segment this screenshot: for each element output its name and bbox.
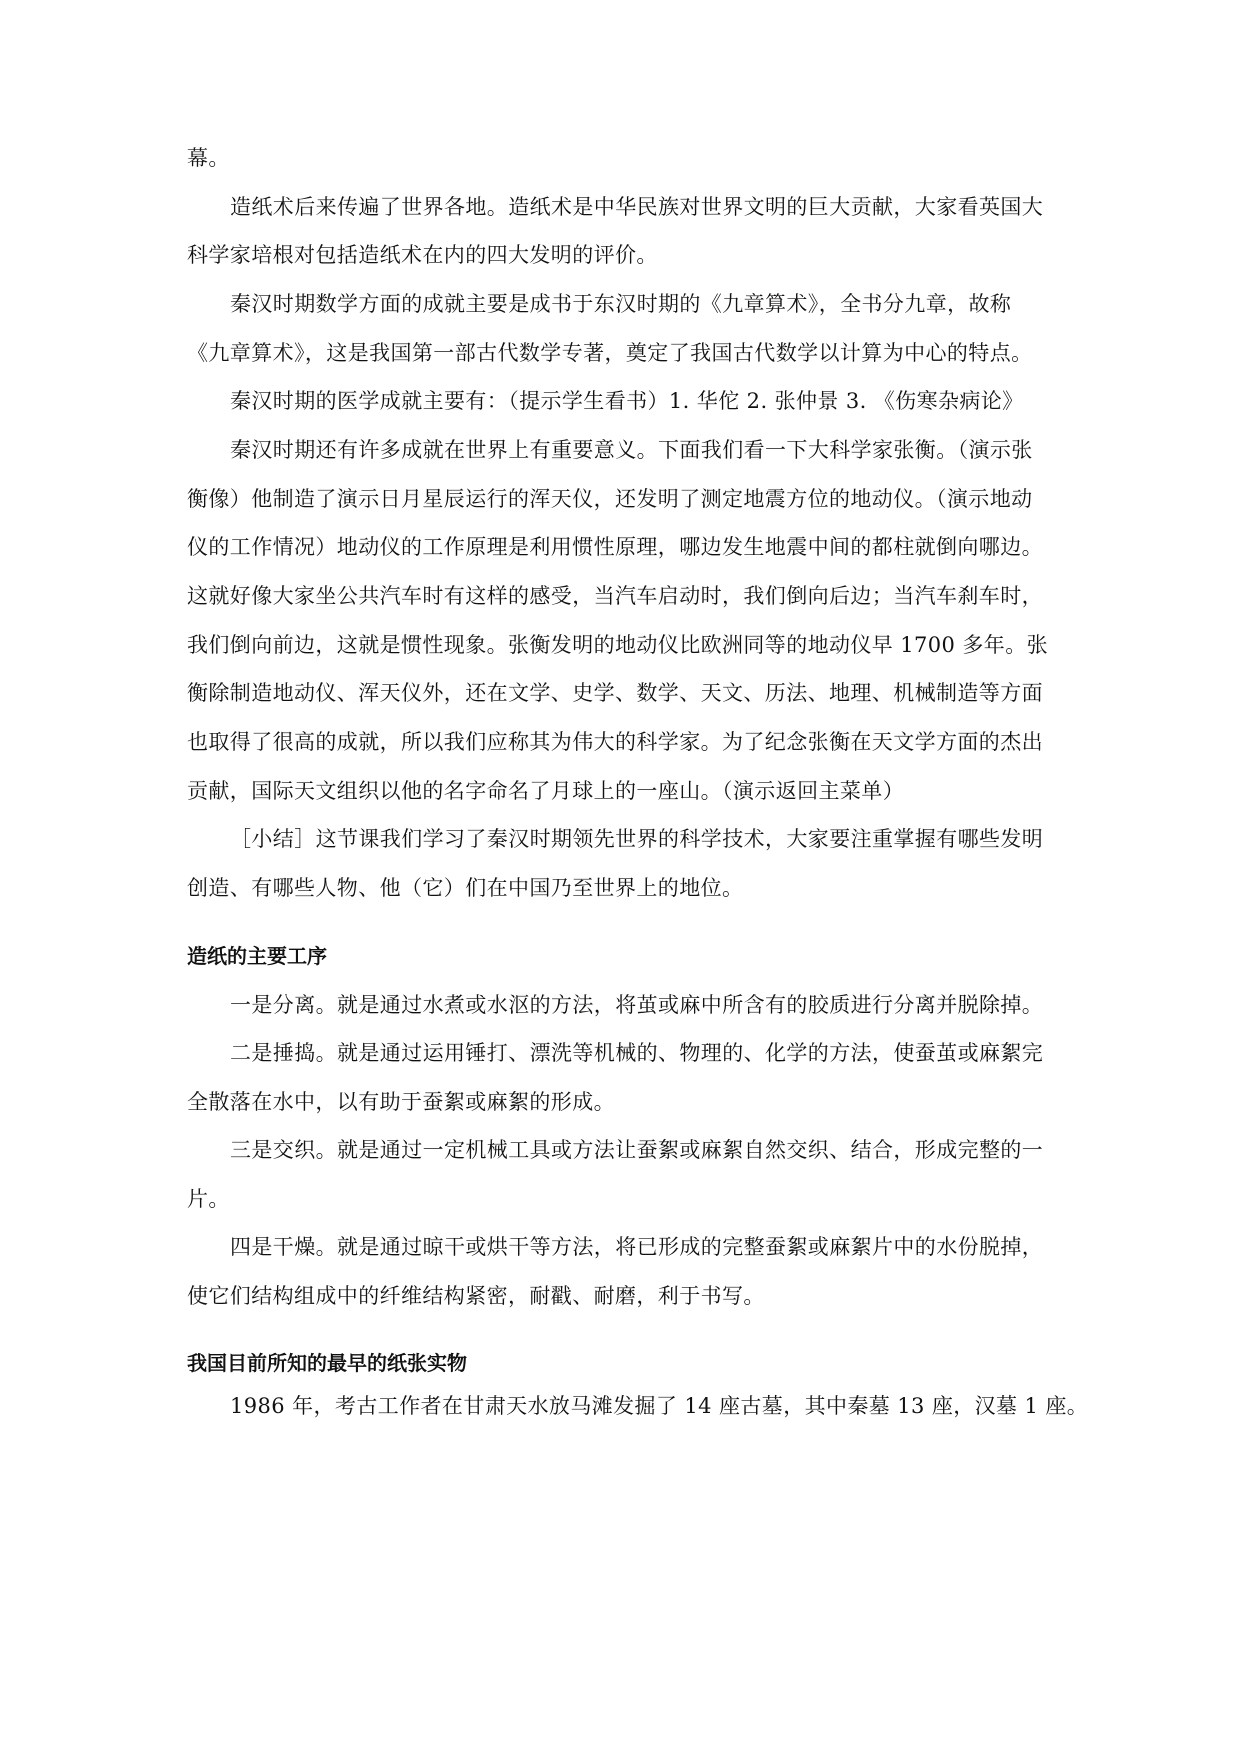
text-line: 三是交织。就是通过一定机械工具或方法让蚕絮或麻絮自然交织、结合，形成完整的一 [230,1138,1044,1162]
text-line: 秦汉时期还有许多成就在世界上有重要意义。下面我们看一下大科学家张衡。（演示张 [230,438,1033,462]
text-line: 创造、有哪些人物、他（它）们在中国乃至世界上的地位。 [187,876,744,900]
text-line: 二是捶捣。就是通过运用锤打、漂洗等机械的、物理的、化学的方法，使蚕茧或麻絮完 [230,1041,1044,1065]
text-line: 幕。 [187,146,230,170]
text-line: 秦汉时期数学方面的成就主要是成书于东汉时期的《九章算术》，全书分九章，故称 [230,292,1012,316]
text-line: 我们倒向前边，这就是惯性现象。张衡发明的地动仪比欧洲同等的地动仪早 1700 多年。张 [187,633,1048,657]
text-line: 全散落在水中，以有助于蚕絮或麻絮的形成。 [187,1090,615,1114]
text-line: 使它们结构组成中的纤维结构紧密，耐戳、耐磨，利于书写。 [187,1284,765,1308]
text-line: 1986 年，考古工作者在甘肃天水放马滩发掘了 14 座古墓，其中秦墓 13 座，汉墓 1 座。 [230,1394,1089,1418]
text-line: 四是干燥。就是通过晾干或烘干等方法，将已形成的完整蚕絮或麻絮片中的水份脱掉， [230,1235,1044,1259]
text-line: 造纸术后来传遍了世界各地。造纸术是中华民族对世界文明的巨大贡献，大家看英国大 [230,195,1044,219]
text-line: 衡除制造地动仪、浑天仪外，还在文学、史学、数学、天文、历法、地理、机械制造等方面 [187,681,1043,705]
text-line: 一是分离。就是通过水煮或水沤的方法，将茧或麻中所含有的胶质进行分离并脱除掉。 [230,993,1044,1017]
text-line: 仪的工作情况）地动仪的工作原理是利用惯性原理，哪边发生地震中间的都柱就倒向哪边。 [187,535,1043,559]
text-line: 贡献，国际天文组织以他的名字命名了月球上的一座山。（演示返回主菜单） [187,779,905,803]
section-heading: 造纸的主要工序 [187,944,327,968]
text-line: 科学家培根对包括造纸术在内的四大发明的评价。 [187,243,658,267]
text-line: 衡像）他制造了演示日月星辰运行的浑天仪，还发明了测定地震方位的地动仪。（演示地动 [187,487,1033,511]
text-line: 《九章算术》，这是我国第一部古代数学专著，奠定了我国古代数学以计算为中心的特点。 [187,341,1033,365]
text-line: 秦汉时期的医学成就主要有：（提示学生看书）1. 华佗 2. 张仲景 3. 《伤寒杂病论》 [230,389,1024,413]
text-line: 也取得了很高的成就，所以我们应称其为伟大的科学家。为了纪念张衡在天文学方面的杰出 [187,730,1043,754]
text-line: ［小结］这节课我们学习了秦汉时期领先世界的科学技术，大家要注重掌握有哪些发明 [230,827,1044,851]
text-line: 片。 [187,1187,230,1211]
section-heading: 我国目前所知的最早的纸张实物 [187,1351,467,1375]
text-line: 这就好像大家坐公共汽车时有这样的感受，当汽车启动时，我们倒向后边；当汽车刹车时， [187,584,1043,608]
